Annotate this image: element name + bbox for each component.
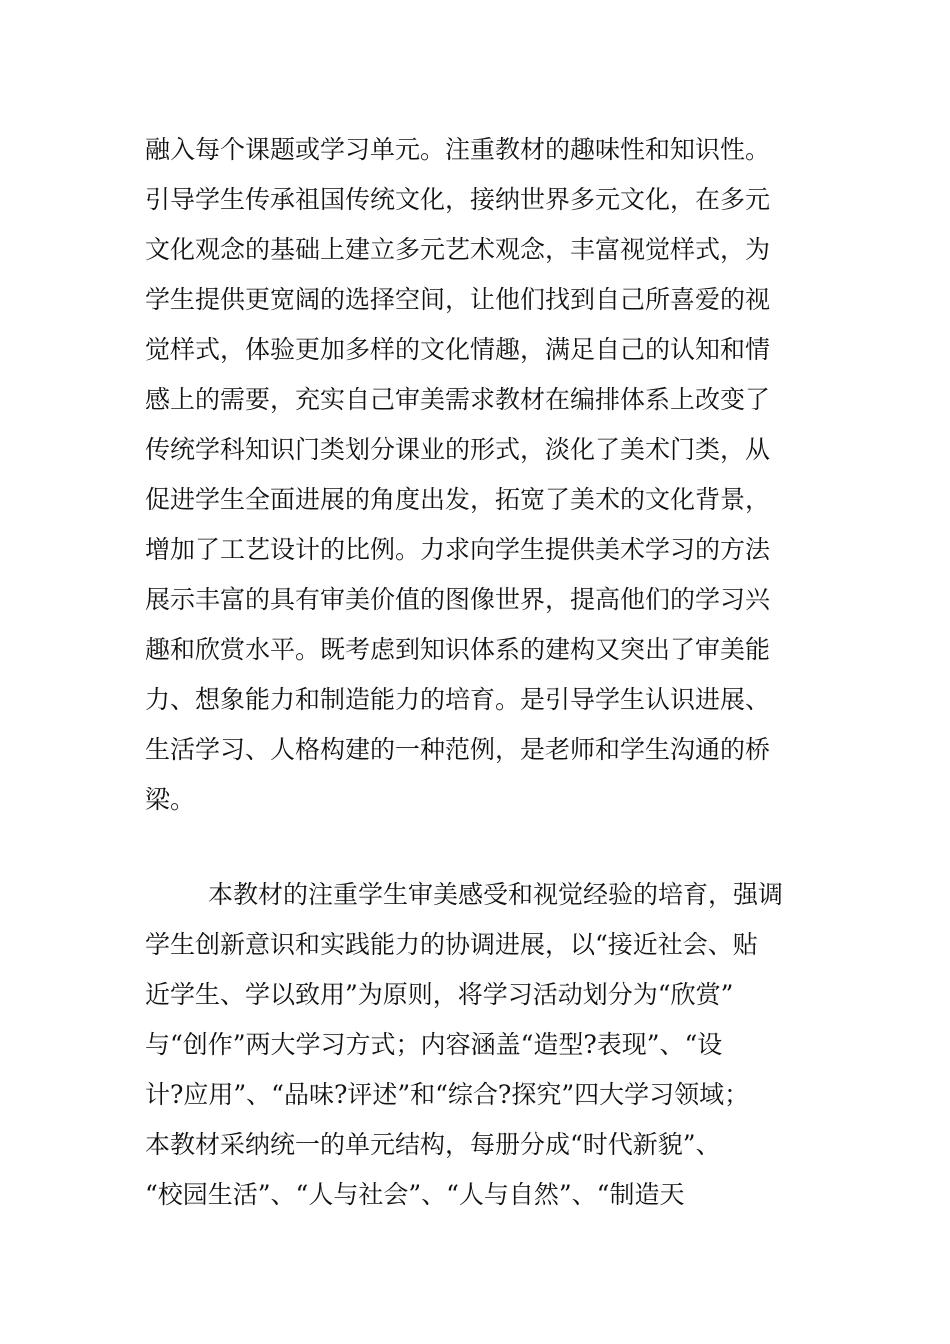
- text-line: 感上的需要，充实自己审美需求教材在编排体系上改变了: [145, 385, 771, 414]
- text-line: 近学生、学以致用”为原则，将学习活动划分为“欣赏”: [145, 980, 734, 1009]
- text-line: 文化观念的基础上建立多元艺术观念，丰富视觉样式，为: [145, 235, 771, 264]
- paragraph-1: [145, 125, 825, 825]
- text-line: 与“创作”两大学习方式；内容涵盖“造型?表现”、“设: [145, 1030, 723, 1059]
- text-line: 学生提供更宽阔的选择空间，让他们找到自己所喜爱的视: [145, 285, 771, 314]
- text-line: 梁。: [145, 785, 196, 814]
- text-line: 本教材采纳统一的单元结构，每册分成“时代新貌”、: [145, 1130, 721, 1159]
- text-line: 计?应用”、“品味?评述”和“综合?探究”四大学习领域；: [145, 1080, 750, 1109]
- text-line: 展示丰富的具有审美价值的图像世界，提高他们的学习兴: [145, 585, 771, 614]
- text-line: 生活学习、人格构建的一种范例，是老师和学生沟通的桥: [145, 735, 771, 764]
- text-line-indented: 本教材的注重学生审美感受和视觉经验的培育，强调: [208, 880, 784, 909]
- text-line: 学生创新意识和实践能力的协调进展，以“接近社会、贴: [145, 930, 758, 959]
- text-line: 引导学生传承祖国传统文化，接纳世界多元文化，在多元: [145, 185, 771, 214]
- text-line: 融入每个课题或学习单元。注重教材的趣味性和知识性。: [145, 135, 771, 164]
- text-line: 觉样式，体验更加多样的文化情趣，满足自己的认知和情: [145, 335, 771, 364]
- text-line: 力、想象能力和制造能力的培育。是引导学生认识进展、: [145, 685, 771, 714]
- text-line: “校园生活”、“人与社会”、“人与自然”、“制造天: [145, 1180, 685, 1209]
- text-line: 促进学生全面进展的角度出发，拓宽了美术的文化背景，: [145, 485, 771, 514]
- text-line: 传统学科知识门类划分课业的形式，淡化了美术门类，从: [145, 435, 771, 464]
- text-line: 增加了工艺设计的比例。力求向学生提供美术学习的方法: [145, 535, 771, 564]
- text-line: 趣和欣赏水平。既考虑到知识体系的建构又突出了审美能: [145, 635, 771, 664]
- paragraph-2: [145, 870, 825, 1220]
